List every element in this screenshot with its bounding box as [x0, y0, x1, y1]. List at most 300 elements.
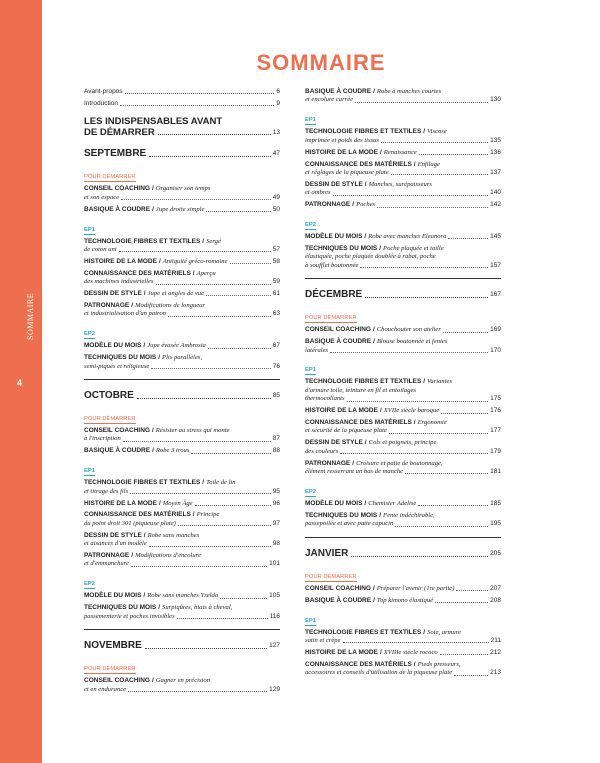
toc-entry[interactable]: [84, 500, 280, 508]
toc-entry-heading: DESSIN DE STYLE: [84, 290, 142, 298]
essentials-page: 13: [272, 129, 280, 137]
toc-entry-page: 169: [490, 326, 501, 334]
toc-entry-page: 61: [272, 290, 280, 298]
toc-entry[interactable]: [84, 592, 280, 600]
toc-entry-page: 87: [272, 435, 280, 443]
toc-entry-text: [84, 278, 154, 286]
toc-entry[interactable]: [305, 245, 501, 270]
toc-entry-text: [305, 460, 443, 468]
month-heading-septembre[interactable]: [84, 148, 280, 160]
slash-separator: /: [143, 592, 146, 600]
toc-entry[interactable]: [84, 447, 280, 455]
toc-entry-description-cont: et d'emmanchure: [84, 560, 129, 568]
pour-demarrer-label-row: [305, 306, 501, 326]
toc-entry-description-cont: et en endurance: [84, 685, 127, 693]
toc-entry-description: Jupe droite simple: [155, 205, 205, 213]
pour-demarrer-label: POUR DÉMARRER: [84, 666, 136, 673]
slash-separator: /: [373, 338, 375, 346]
leader-dots: [435, 602, 488, 603]
leader-dots: [156, 284, 271, 285]
toc-entry-heading: PATRONNAGE: [84, 552, 130, 560]
toc-entry-text: [305, 427, 387, 435]
toc-entry-text: [84, 552, 201, 560]
toc-entry-text: [305, 253, 436, 261]
toc-entry-description-cont: du point droit 301 (piqueuse plate): [84, 519, 176, 527]
toc-entry-text: [84, 185, 211, 193]
toc-entry-page: 157: [490, 261, 501, 269]
toc-entry-page: 145: [490, 233, 501, 241]
toc-entry-page: 140: [490, 189, 501, 197]
toc-entry-text: [84, 435, 121, 443]
toc-entry-text: [305, 189, 331, 197]
toc-entry[interactable]: [84, 270, 280, 287]
slash-separator: /: [364, 499, 367, 507]
toc-entry-heading: TECHNOLOGIE FIBRES ET TEXTILES: [305, 128, 422, 136]
leader-dots: [208, 348, 271, 349]
leader-dots: [177, 618, 268, 619]
toc-entry-description: Organiser son temps: [155, 185, 211, 193]
toc-entry-text: [305, 378, 452, 386]
toc-entry-description: Modifications d'encolure: [135, 552, 201, 560]
toc-entry-heading: BASIQUE À COUDRE: [84, 447, 151, 455]
toc-entry-description-cont: élastiquée, poche plaquée doublée à rabat, poche: [305, 253, 436, 261]
toc-entry-page: 116: [269, 612, 280, 620]
toc-entry[interactable]: [84, 88, 280, 96]
toc-entry[interactable]: [305, 161, 501, 178]
toc-entry-page: 59: [272, 278, 280, 286]
toc-entry-description: Jupe et angles de vue: [147, 290, 204, 298]
toc-entry-text: [305, 661, 461, 669]
leader-dots: [130, 493, 271, 494]
toc-entry[interactable]: [305, 378, 501, 403]
toc-entry-text: [305, 512, 435, 520]
leader-dots: [351, 556, 488, 557]
section-divider: [84, 379, 280, 380]
toc-entry-page: 137: [490, 168, 501, 176]
slash-separator: /: [352, 201, 355, 209]
leader-dots: [360, 267, 488, 268]
toc-entry-text: [305, 88, 441, 96]
slash-separator: /: [379, 148, 382, 156]
leader-dots: [405, 473, 488, 474]
toc-entry-heading: CONNAISSANCE DES MATÉRIELS: [305, 160, 412, 168]
toc-entry-text: [84, 427, 230, 435]
month-heading-octobre[interactable]: [84, 390, 280, 402]
leader-dots: [220, 598, 267, 599]
slash-separator: /: [413, 660, 416, 668]
toc-entry-text: [84, 592, 218, 600]
toc-entry-text: [305, 669, 452, 677]
slash-separator: /: [131, 552, 134, 560]
slash-separator: /: [423, 378, 426, 386]
toc-entry-page: 58: [272, 257, 280, 265]
toc-entry-description: Renaissance: [383, 148, 417, 156]
toc-entry-text: [305, 597, 433, 605]
toc-entry-page: 6: [276, 88, 280, 95]
toc-entry-page: 98: [272, 540, 280, 548]
toc-entry-text: [305, 245, 444, 253]
toc-entry-description-cont: et son espace: [84, 193, 120, 201]
toc-entry[interactable]: [305, 128, 501, 145]
toc-entry-heading: CONSEIL COACHING: [305, 326, 371, 334]
month-title: NOVEMBRE: [84, 640, 142, 652]
toc-entry[interactable]: [84, 206, 280, 214]
pour-demarrer-label: POUR DÉMARRER: [84, 174, 136, 181]
toc-entry-description-cont: de coton uni: [84, 245, 117, 253]
ep2-label: EP2: [84, 581, 95, 588]
toc-entry[interactable]: [84, 354, 280, 371]
toc-entry-page: 9: [276, 99, 280, 107]
toc-entry-heading: PATRONNAGE: [305, 459, 351, 467]
ep1-label: EP1: [84, 468, 95, 475]
leader-dots: [419, 154, 488, 155]
toc-entry-description: Robe à manches courtes: [376, 88, 442, 95]
toc-entry-page: 88: [272, 447, 280, 455]
toc-entry[interactable]: [84, 100, 280, 108]
toc-entry-description: Manches, surépaisseurs: [368, 180, 432, 188]
toc-entry-description: Gagner en précision: [155, 677, 210, 685]
slash-separator: /: [131, 301, 134, 309]
toc-entry-heading: HISTOIRE DE LA MODE: [305, 407, 378, 415]
slash-separator: /: [151, 185, 154, 193]
toc-entry[interactable]: [305, 512, 501, 529]
toc-entry-text: [305, 96, 353, 104]
ep1-label-row: [84, 459, 280, 479]
leader-dots: [178, 525, 271, 526]
toc-entry-description: Ergonomie: [417, 419, 447, 427]
toc-entry-heading: CONNAISSANCE DES MATÉRIELS: [305, 419, 412, 427]
toc-entry-page: 208: [490, 596, 501, 604]
toc-entry-description-cont: et titrage des fils: [84, 487, 129, 495]
slash-separator: /: [364, 439, 367, 447]
toc-entry-description-cont: des couleurs: [305, 447, 339, 455]
ep2-label: EP2: [84, 331, 95, 338]
toc-entry-text: [305, 181, 432, 189]
toc-entry-text: [84, 310, 166, 318]
toc-entry-description: XVIIe siècle baroque: [383, 407, 440, 415]
essentials-line2-row: [84, 127, 280, 138]
leader-dots: [355, 102, 488, 103]
toc-entry[interactable]: [305, 326, 501, 334]
toc-entry-page: 170: [490, 346, 501, 354]
toc-entry-description: Jupe évasée Ambrosia: [147, 342, 206, 350]
leader-dots: [195, 505, 271, 506]
toc-entry[interactable]: [305, 500, 501, 508]
leader-dots: [206, 211, 270, 212]
toc-entry-description: Viscose: [427, 128, 447, 136]
toc-entry-text: [84, 500, 193, 508]
toc-entry[interactable]: [305, 629, 501, 646]
toc-entry-description: Enfilage: [417, 160, 440, 168]
toc-entry-heading: TECHNIQUES DU MOIS: [84, 354, 157, 362]
toc-entry-page: 96: [272, 499, 280, 507]
toc-entry-description: XVIIIe siècle rococo: [383, 648, 438, 656]
toc-entry[interactable]: [305, 88, 501, 105]
month-page: 47: [272, 150, 280, 158]
toc-entry[interactable]: [84, 677, 280, 694]
toc-entry-text: [305, 468, 403, 476]
toc-entry-text: [84, 447, 189, 455]
toc-entry-text: [305, 137, 379, 145]
ep1-label-row: [305, 358, 501, 378]
slash-separator: /: [158, 499, 161, 507]
toc-entry-text: [84, 686, 126, 694]
toc-entry-page: 185: [490, 499, 501, 507]
toc-entry-text: [84, 613, 175, 621]
leader-dots: [454, 675, 488, 676]
toc-entry[interactable]: [305, 233, 501, 241]
leader-dots: [149, 156, 271, 157]
leader-dots: [418, 505, 488, 506]
toc-entry[interactable]: [84, 185, 280, 202]
toc-entry-heading: CONNAISSANCE DES MATÉRIELS: [84, 511, 191, 519]
toc-entry-heading: DESSIN DE STYLE: [84, 531, 142, 539]
toc-entry[interactable]: [305, 338, 501, 355]
toc-entry[interactable]: [84, 532, 280, 549]
toc-entry-heading: BASIQUE À COUDRE: [305, 88, 372, 95]
toc-entry-description: Surpiqûres, biais à cheval,: [162, 604, 233, 612]
slash-separator: /: [423, 128, 426, 136]
essentials-heading[interactable]: [84, 116, 280, 138]
toc-entry-description: Résister au stress qui monte: [155, 427, 230, 434]
ep1-label: EP1: [305, 117, 316, 124]
toc-entry-heading: MODÈLE DU MOIS: [84, 342, 142, 350]
leader-dots: [149, 546, 271, 547]
toc-entry-description-cont: d'armure toile, teinture en fil et entoilages: [305, 386, 416, 394]
toc-entry-text: [305, 233, 446, 241]
toc-entry-heading: CONSEIL COACHING: [84, 427, 150, 434]
slash-separator: /: [152, 205, 154, 213]
leader-dots: [330, 352, 488, 353]
toc-entry[interactable]: [84, 342, 280, 350]
toc-entry[interactable]: [305, 407, 501, 415]
slash-separator: /: [364, 180, 367, 188]
toc-entry-description: Plis parallèles,: [162, 354, 202, 362]
leader-dots: [151, 368, 270, 369]
toc-entry-heading: CONSEIL COACHING: [84, 677, 150, 685]
toc-entry[interactable]: [305, 439, 501, 456]
toc-entry[interactable]: [305, 181, 501, 198]
leader-dots: [125, 93, 275, 94]
slash-separator: /: [372, 326, 375, 334]
toc-entry-text: [84, 677, 210, 685]
slash-separator: /: [202, 237, 205, 245]
toc-entry-text: [305, 629, 461, 637]
toc-entry-description: Principe: [196, 511, 220, 519]
toc-entry[interactable]: [305, 419, 501, 436]
toc-entry-text: [305, 585, 454, 593]
toc-entry-text: [305, 649, 438, 657]
toc-entry-description-cont: imprimée et poids des tissus: [305, 136, 379, 144]
toc-entry[interactable]: [84, 427, 280, 444]
month-title: DÉCEMBRE: [305, 289, 363, 301]
toc-entry-text: [84, 604, 232, 612]
toc-entry-description: Soie, armure: [427, 628, 461, 636]
slash-separator: /: [158, 257, 161, 265]
slash-separator: /: [152, 447, 154, 455]
toc-entry-description-cont: des machines industrielles: [84, 278, 154, 286]
ep1-label: EP1: [84, 226, 95, 233]
toc-entry[interactable]: [305, 201, 501, 209]
toc-entry-heading: PATRONNAGE: [84, 301, 130, 309]
leader-dots: [377, 207, 488, 208]
toc-entry-page: 57: [272, 245, 280, 253]
toc-entry-text: [84, 363, 149, 371]
leader-dots: [191, 453, 270, 454]
toc-entry[interactable]: [84, 302, 280, 319]
toc-entry-heading: CONNAISSANCE DES MATÉRIELS: [84, 269, 191, 277]
toc-entry-description: Pieds presseurs,: [417, 660, 461, 668]
slash-separator: /: [373, 596, 375, 604]
toc-entry-text: [84, 342, 206, 350]
toc-entry-text: Introduction: [84, 99, 118, 107]
leader-dots: [230, 263, 271, 264]
toc-entry[interactable]: [84, 479, 280, 496]
toc-entry-page: 195: [490, 520, 501, 528]
toc-entry-page: 50: [272, 205, 280, 213]
leader-dots: [441, 413, 488, 414]
ep1-label-row: [84, 218, 280, 238]
toc-entry-text: [305, 500, 416, 508]
pour-demarrer-label: POUR DÉMARRER: [84, 416, 136, 422]
toc-entry-text: [305, 128, 447, 136]
toc-entry[interactable]: [84, 238, 280, 255]
slash-separator: /: [379, 648, 382, 656]
toc-entry-page: 212: [490, 648, 501, 656]
leader-dots: [333, 195, 489, 196]
slash-separator: /: [379, 407, 382, 415]
toc-entry-page: 95: [272, 487, 280, 495]
toc-entry-description-cont: et industrialisation d'un patron: [84, 310, 166, 318]
toc-entry-page: 101: [269, 560, 280, 568]
toc-entry-description: Top kimono élastiqué: [376, 596, 434, 604]
leader-dots: [119, 251, 271, 252]
toc-entry-description: Blouse boutonnée et fentes: [376, 338, 448, 346]
toc-entry-heading: MODÈLE DU MOIS: [305, 499, 363, 507]
toc-entry-text: [84, 194, 119, 202]
toc-entry-text: [84, 354, 202, 362]
page-number: 4: [17, 378, 23, 388]
toc-entry-page: 97: [272, 519, 280, 527]
toc-entry-page: 67: [272, 342, 280, 350]
toc-entry-heading: TECHNOLOGIE FIBRES ET TEXTILES: [305, 628, 422, 636]
toc-entry-page: 63: [272, 310, 280, 318]
toc-entry-text: [305, 161, 440, 169]
toc-entry-text: [305, 262, 358, 270]
month-title: OCTOBRE: [84, 390, 134, 401]
toc-entry-text: [305, 326, 441, 334]
toc-entry-description: Robe 3 trous: [155, 447, 190, 455]
pour-demarrer-label-row: [84, 407, 280, 427]
toc-entry[interactable]: [305, 460, 501, 477]
slash-separator: /: [143, 342, 146, 350]
month-heading-decembre[interactable]: [305, 289, 501, 301]
toc-entry-page: 175: [490, 395, 501, 403]
toc-entry[interactable]: [84, 604, 280, 621]
toc-entry-text: [84, 258, 228, 266]
toc-entry-description: Robe sans manches: [147, 531, 200, 539]
toc-entry-text: [84, 532, 199, 540]
toc-entry-heading: PATRONNAGE: [305, 201, 351, 209]
toc-entry-description: Modifications de longueur: [135, 301, 206, 309]
slash-separator: /: [379, 511, 382, 519]
toc-entry[interactable]: [305, 585, 501, 593]
toc-entry-page: 142: [490, 201, 501, 209]
toc-entry-text: [305, 448, 338, 456]
toc-entry-heading: HISTOIRE DE LA MODE: [305, 148, 378, 156]
toc-entry-heading: DESSIN DE STYLE: [305, 180, 363, 188]
toc-entry-description: Fente indéchirable,: [383, 511, 435, 519]
leader-dots: [121, 199, 271, 200]
toc-entry-text: [84, 479, 236, 487]
leader-dots: [206, 295, 271, 296]
toc-entry[interactable]: [84, 290, 280, 298]
leader-dots: [443, 332, 488, 333]
toc-entry-page: 135: [490, 136, 501, 144]
toc-entry[interactable]: [84, 552, 280, 569]
ep1-label-row: [305, 609, 501, 629]
toc-entry-description: Moyen Âge: [162, 499, 193, 507]
slash-separator: /: [373, 88, 375, 95]
toc-entry-text: [84, 270, 216, 278]
toc-entry-text: [84, 246, 117, 254]
toc-entry-text: [305, 201, 375, 209]
toc-entry[interactable]: [84, 511, 280, 528]
toc-entry-heading: HISTOIRE DE LA MODE: [84, 257, 157, 265]
ep2-label-row: [84, 322, 280, 342]
leader-dots: [120, 105, 274, 106]
toc-entry-text: [84, 560, 129, 568]
slash-separator: /: [372, 584, 375, 592]
month-title: JANVIER: [305, 547, 349, 559]
toc-entry-text: [84, 488, 128, 496]
toc-entry-description-cont: accessoires et conseils d'utilisation de la piqueuse plate: [305, 669, 453, 677]
toc-entry-page: 76: [272, 362, 280, 370]
toc-entry-heading: MODÈLE DU MOIS: [305, 233, 363, 241]
slash-separator: /: [151, 677, 154, 685]
slash-separator: /: [158, 604, 161, 612]
toc-entry-description-cont: semi-piqués et religieuse: [84, 362, 150, 370]
leader-dots: [395, 526, 488, 527]
toc-entry-description: Chemisier Adelise: [368, 499, 417, 507]
toc-entry[interactable]: [305, 649, 501, 657]
section-divider: [84, 629, 280, 630]
month-heading-janvier[interactable]: [305, 548, 501, 560]
toc-entry-heading: TECHNOLOGIE FIBRES ET TEXTILES: [305, 378, 422, 386]
leader-dots: [448, 238, 488, 239]
slash-separator: /: [192, 511, 195, 519]
month-title: SEPTEMBRE: [84, 148, 147, 160]
toc-entry-description: Croisure et patte de boutonnage,: [356, 459, 443, 467]
toc-entry[interactable]: [305, 597, 501, 605]
toc-entry-heading: BASIQUE À COUDRE: [305, 338, 372, 346]
leader-dots: [343, 642, 489, 643]
toc-entry-text: [305, 395, 345, 403]
leader-dots: [391, 174, 488, 175]
month-heading-novembre[interactable]: [84, 640, 280, 652]
toc-entry-description: Robe avec manches Eleanora: [368, 233, 447, 241]
toc-entry[interactable]: [305, 661, 501, 678]
leader-dots: [123, 441, 271, 442]
toc-entry-heading: HISTOIRE DE LA MODE: [84, 499, 157, 507]
leader-dots: [389, 433, 488, 434]
toc-entry[interactable]: [84, 258, 280, 266]
ep2-label: EP2: [305, 488, 316, 495]
toc-entry-text: Avant-propos: [84, 88, 123, 95]
toc-entry[interactable]: [305, 149, 501, 157]
toc-entry-description-cont: thermocollants: [305, 395, 345, 403]
section-divider: [305, 278, 501, 279]
